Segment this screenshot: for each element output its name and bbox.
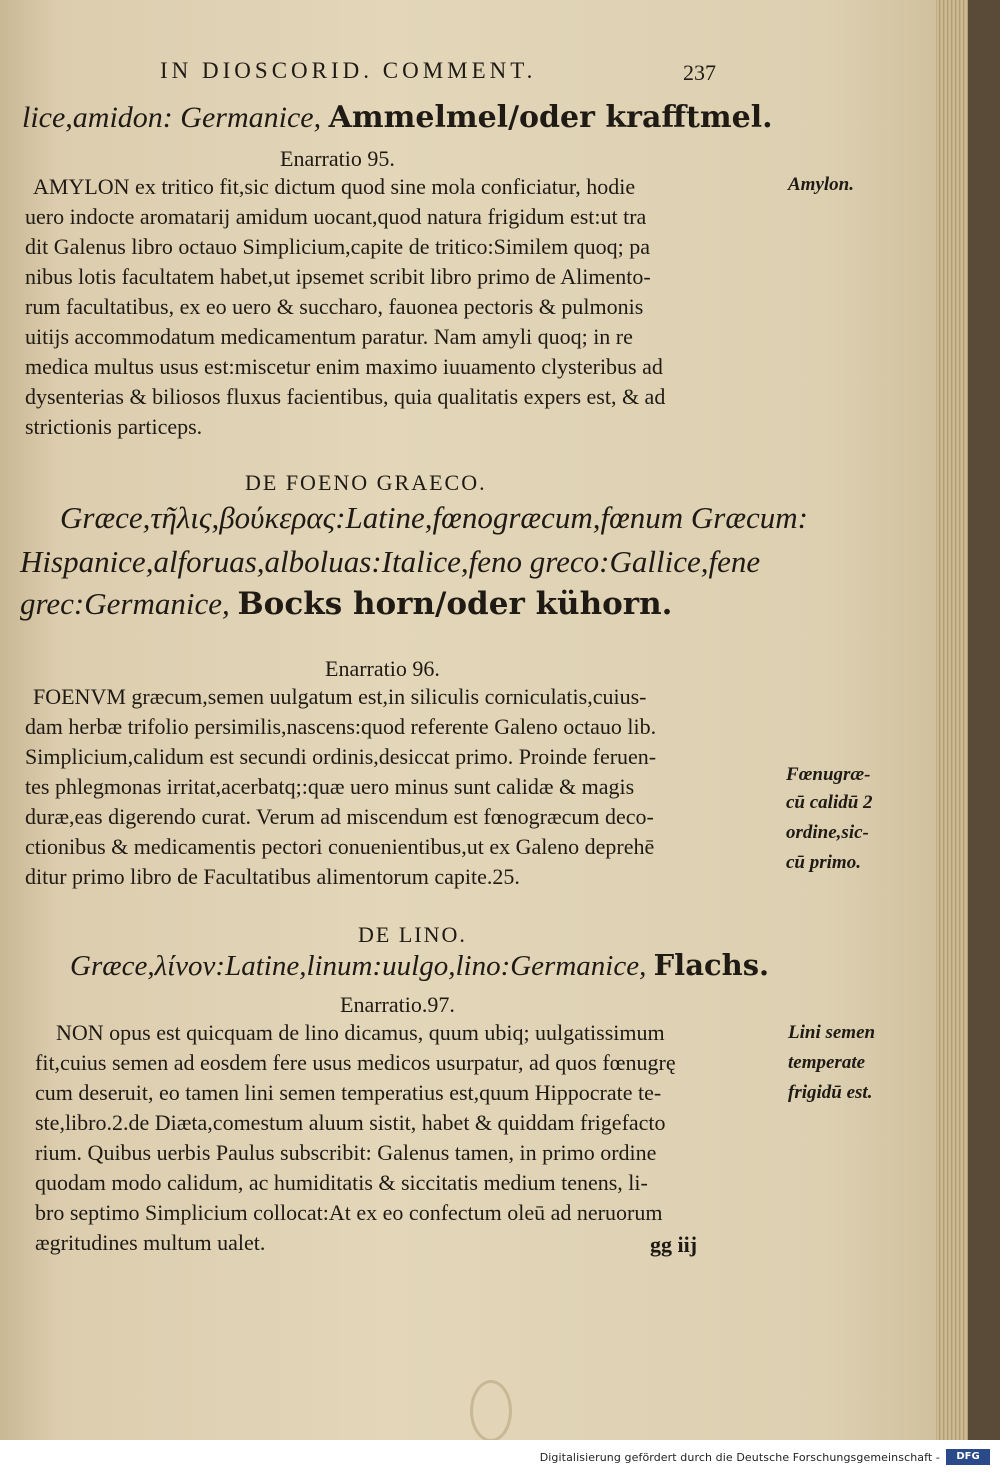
text-line: FOENVM græcum,semen uulgatum est,in siliculis corniculatis,cuius- bbox=[33, 684, 647, 709]
text-line: uitijs accommodatum medicamentum paratur. Nam amyli quoq; in re bbox=[25, 324, 633, 349]
text-line: dit Galenus libro octauo Simplicium,capite de tritico:Similem quoq; pa bbox=[25, 234, 651, 259]
text-line: duræ,eas digerendo curat. Verum ad miscendum est fœnogræcum deco- bbox=[25, 804, 654, 829]
heading-de-lino: DE LINO. bbox=[358, 922, 467, 947]
margin-note: ordine,sic- bbox=[786, 822, 869, 843]
title-latin: lice,amidon: bbox=[22, 101, 173, 134]
amylon-title-line bbox=[22, 100, 773, 135]
margin-note: cū calidū 2 bbox=[786, 792, 873, 813]
text-line: strictionis particeps. bbox=[25, 414, 203, 439]
text-line: cum deseruit, eo tamen lini semen temperatius est,quum Hippocrate te- bbox=[35, 1080, 662, 1105]
margin-note: Fœnugræ- bbox=[786, 764, 871, 785]
text-line: dam herbæ trifolio persimilis,nascens:quod referente Galeno octauo lib. bbox=[25, 714, 657, 739]
text-line: rium. Quibus uerbis Paulus subscribit: Galenus tamen, in primo ordine bbox=[35, 1140, 657, 1165]
enarratio-95: Enarratio 95. bbox=[280, 146, 395, 171]
margin-note: temperate bbox=[788, 1052, 866, 1073]
names-line: Hispanice,alforuas,alboluas:Italice,feno greco:Gallice,fene bbox=[20, 544, 761, 579]
page-number: 237 bbox=[683, 60, 716, 85]
text-line: ægritudines multum ualet. bbox=[35, 1230, 266, 1255]
text-line: ste,libro.2.de Diæta,comestum aluum sistit, habet & quiddam frigefacto bbox=[35, 1110, 666, 1135]
text-line: fit,cuius semen ad eosdem fere usus medicos usurpatur, ad quos fœnugrę bbox=[35, 1050, 676, 1075]
paper-stain bbox=[470, 1380, 512, 1440]
text-line: ctionibus & medicamentis pectori conuenientibus,ut ex Galeno deprehē bbox=[25, 834, 655, 859]
german-name-bockshorn: Bocks horn/oder kühorn. bbox=[237, 586, 673, 622]
margin-note: cū primo. bbox=[786, 852, 861, 873]
names-line: Græce,τῆλις,βούκερας:Latine,fœnogræcum,fœnum Græcum: bbox=[60, 500, 808, 535]
enarratio-96: Enarratio 96. bbox=[325, 656, 440, 681]
text-line: ditur primo libro de Facultatibus alimentorum capite.25. bbox=[25, 864, 520, 889]
names-line-german bbox=[20, 586, 672, 622]
lino-names: Græce,λίνον:Latine,linum:uulgo,lino:Germanice, bbox=[70, 950, 647, 982]
text-line: Simplicium,calidum est secundi ordinis,desiccat primo. Proinde feruen- bbox=[25, 744, 657, 769]
running-title: IN DIOSCORID. COMMENT. bbox=[160, 58, 537, 83]
text-line: AMYLON ex tritico fit,sic dictum quod sine mola conficiatur, hodie bbox=[33, 174, 636, 199]
margin-note: Lini semen bbox=[788, 1022, 876, 1043]
text-line: rum facultatibus, ex eo uero & succharo, fauonea pectoris & pulmonis bbox=[25, 294, 644, 319]
text-line: medica multus usus est:miscetur enim maximo iuuamento clysteribus ad bbox=[25, 354, 663, 379]
text-line: NON opus est quicquam de lino dicamus, quum ubiq; uulgatissimum bbox=[56, 1020, 665, 1045]
title-germanice: Germanice, bbox=[180, 101, 322, 134]
page-edge bbox=[936, 0, 968, 1440]
heading-de-foeno-graeco: DE FOENO GRAECO. bbox=[245, 470, 487, 495]
text-line: uero indocte aromatarij amidum uocant,quod natura frigidum est:ut tra bbox=[25, 204, 647, 229]
names-germanice: grec:Germanice, bbox=[20, 586, 230, 621]
dfg-logo: DFG bbox=[946, 1449, 990, 1465]
enarratio-97: Enarratio.97. bbox=[340, 992, 455, 1017]
text-line: bro septimo Simplicium collocat:At ex eo confectum oleū ad neruorum bbox=[35, 1200, 663, 1225]
margin-note: frigidū est. bbox=[788, 1082, 873, 1103]
lino-names-line bbox=[70, 948, 769, 983]
text-line: dysenterias & biliosos fluxus facientibus, quia qualitatis expers est, & ad bbox=[25, 384, 666, 409]
digitization-credit: Digitalisierung gefördert durch die Deutsche Forschungsgemeinschaft - bbox=[539, 1451, 940, 1464]
german-name-flachs: Flachs. bbox=[653, 948, 770, 982]
text-line: tes phlegmonas irritat,acerbatq;:quæ uero minus sunt calidæ & magis bbox=[25, 774, 635, 799]
text-line: nibus lotis facultatem habet,ut ipsemet scribit libro primo de Alimento- bbox=[25, 264, 651, 289]
text-line: quodam modo calidum, ac humiditatis & siccitatis medium tenens, li- bbox=[35, 1170, 648, 1195]
title-german-name: Ammelmel/oder krafftmel. bbox=[328, 100, 773, 135]
margin-note-amylon: Amylon. bbox=[788, 174, 854, 195]
signature-mark: gg iij bbox=[650, 1232, 698, 1257]
